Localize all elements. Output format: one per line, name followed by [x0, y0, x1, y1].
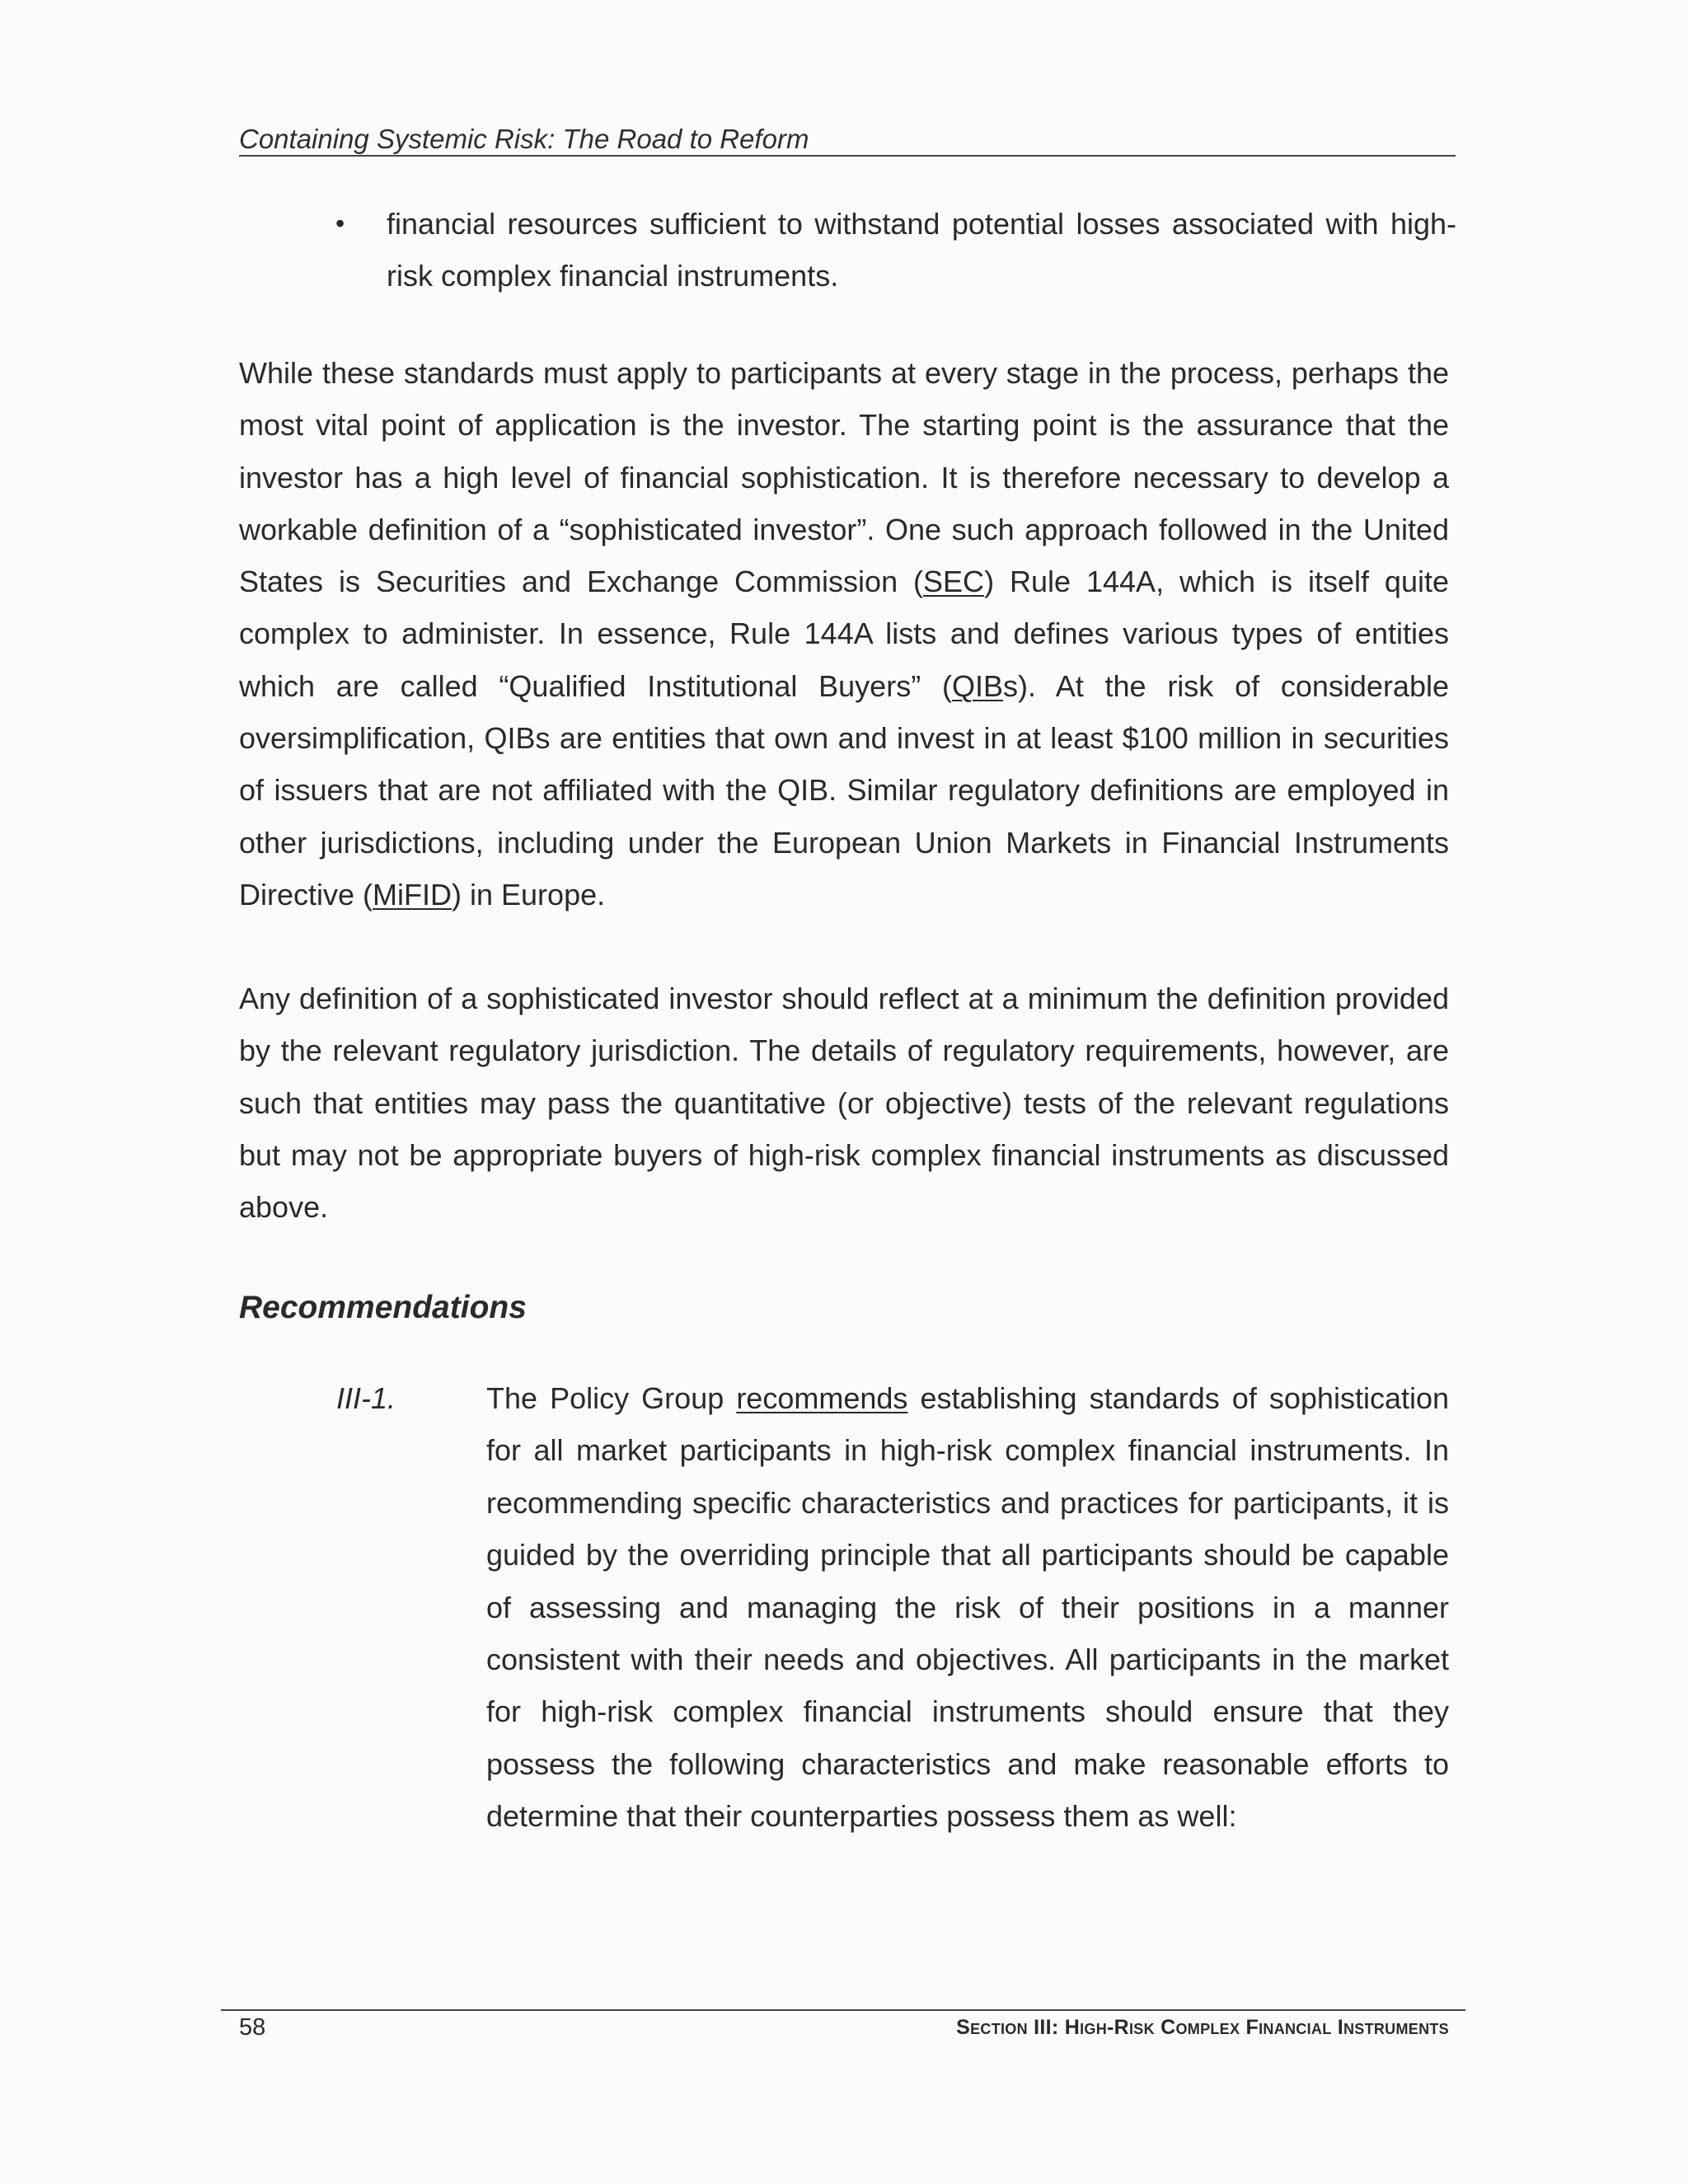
- sec-abbreviation: SEC: [923, 565, 985, 599]
- recommendation-number: III-1.: [336, 1381, 396, 1415]
- mifid-abbreviation: MiFID: [373, 877, 452, 912]
- paragraph-sophisticated-investor: [239, 347, 1449, 921]
- footer-divider: [221, 2009, 1465, 2011]
- recommends-emphasis: recommends: [736, 1381, 908, 1415]
- recommendation-text: [486, 1372, 1449, 1843]
- page-number: 58: [239, 2014, 266, 2041]
- paragraph1-text-1: While these standards must apply to participants at every stage in the process, perhaps the most vital point of application is the investor. The starting point is the assurance that the investor has a high level of financial sophistication. It is therefore necessary to develop a workable definition of a “sophisticated investor”. One such approach followed in the United States is Securities and Exchange Commission (: [239, 356, 1449, 599]
- bullet-icon: •: [335, 209, 345, 238]
- bullet-text: financial resources sufficient to withstand potential losses associated with high-risk complex financial instruments.: [387, 207, 1456, 293]
- paragraph1-text-4: ) in Europe.: [452, 877, 606, 912]
- paragraph1-text-3: s). At the risk of considerable oversimplification, QIBs are entities that own and invest in at least $100 million in securities of issuers that are not affiliated with the QIB. Similar regulatory definitions are employed in other jurisdictions, including under the European Union Markets in Financial Instruments Directive (: [239, 668, 1449, 912]
- page-header: [239, 124, 1456, 157]
- bullet-item: [335, 198, 1456, 302]
- recommendation-text-1: The Policy Group: [486, 1381, 737, 1415]
- recommendations-heading: Recommendations: [239, 1290, 527, 1325]
- paragraph-definition: Any definition of a sophisticated investor should reflect at a minimum the definition provided by the relevant regulatory jurisdiction. The details of regulatory requirements, however, are such that entities may pass the quantitative (or objective) tests of the relevant regulations but may not be appropriate buyers of high-risk complex financial instruments as discussed above.: [239, 982, 1449, 1225]
- recommendation-text-2: establishing standards of sophistication for all market participants in high-risk complex financial instruments. In recommending specific characteristics and practices for participants, it is guided by the overriding principle that all participants should be capable of assessing and managing the risk of their positions in a manner consistent with their needs and objectives. All participants in the market for high-risk complex financial instruments should ensure that they possess the following characteristics and make reasonable efforts to determine that their counterparties possess them as well:: [486, 1381, 1450, 1834]
- footer-section-title: Section III: High-Risk Complex Financial Instruments: [956, 2016, 1449, 2039]
- paragraph1-text-2: ) Rule 144A, which is itself quite complex to administer. In essence, Rule 144A lists and defines various types of entities which are called “Qualified Institutional Buyers” (: [239, 565, 1449, 703]
- qib-abbreviation: QIB: [951, 668, 1003, 703]
- running-header-title: Containing Systemic Risk: The Road to Reform: [239, 124, 809, 154]
